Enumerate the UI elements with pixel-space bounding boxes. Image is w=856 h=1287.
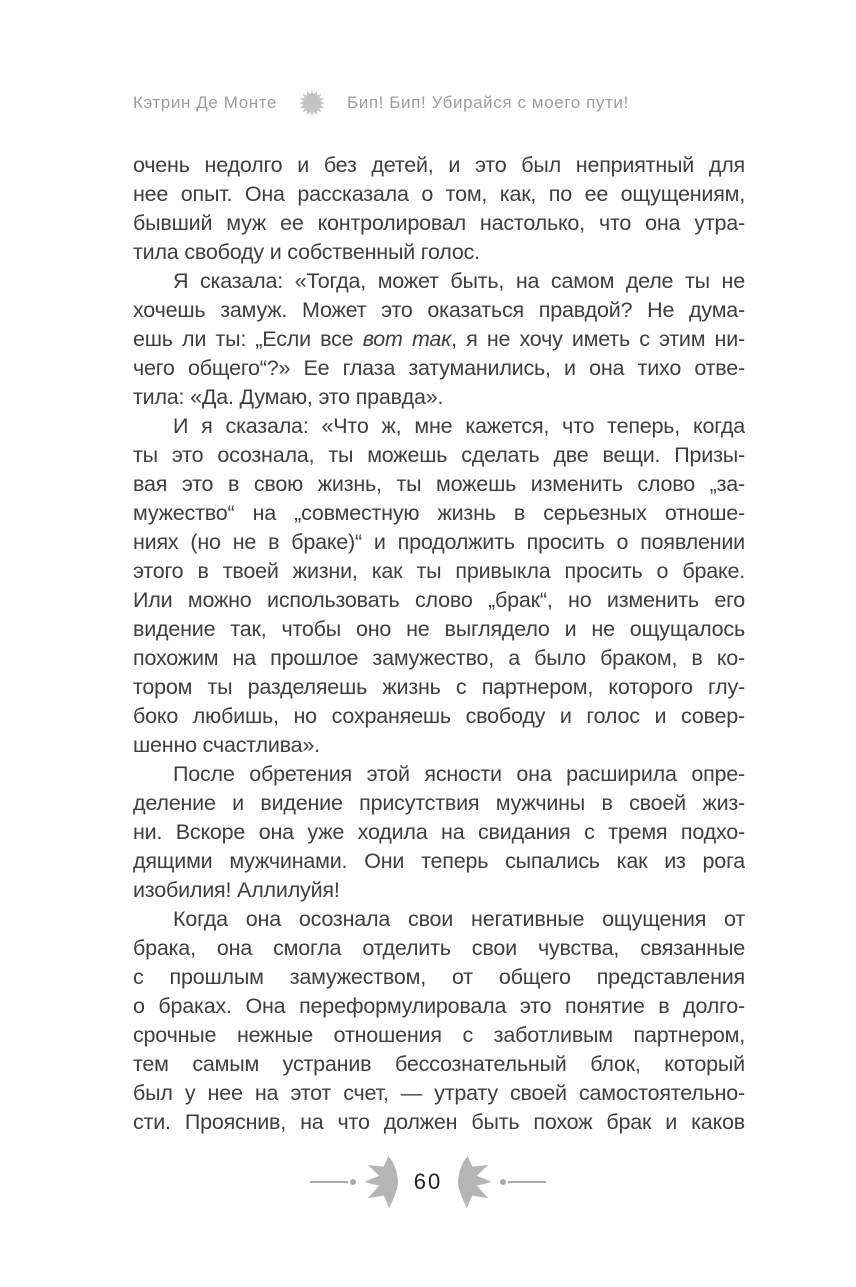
text-line [133, 818, 745, 847]
text-segment: ты это осознала, ты можешь сделать две вещи. Призы- [133, 443, 745, 467]
text-segment: о браках. Она переформулировала это понятие в долго- [133, 994, 745, 1018]
text-line [133, 325, 745, 354]
text-segment: бывший муж ее контролировал настолько, что она утра- [133, 211, 745, 235]
page-footer [0, 1152, 856, 1212]
text-line [133, 1108, 745, 1137]
text-line [133, 731, 745, 760]
rule-line [310, 1181, 348, 1183]
text-segment: чего общего“?» Ее глаза затуманились, и она тихо отве- [133, 356, 745, 380]
footer-rule-left [310, 1179, 358, 1185]
text-line [133, 441, 745, 470]
text-line [133, 238, 745, 267]
text-line [133, 354, 745, 383]
text-line [133, 615, 745, 644]
text-line [133, 296, 745, 325]
text-segment: нее опыт. Она рассказала о том, как, по ее ощущениям, [133, 182, 745, 206]
header-book-title: Бип! Бип! Убирайся с моего пути! [347, 93, 629, 112]
text-line [133, 847, 745, 876]
rule-dot [500, 1179, 506, 1185]
text-segment: Или можно использовать слово „брак“, но изменить его [133, 588, 745, 612]
starburst-right-icon [456, 1155, 492, 1209]
text-segment: , я не хочу иметь с этим ни- [451, 327, 745, 351]
text-segment: деление и видение присутствия мужчины в своей жиз- [133, 791, 745, 815]
text-line [133, 1050, 745, 1079]
text-line [133, 673, 745, 702]
text-line [133, 557, 745, 586]
text-line [133, 963, 745, 992]
text-line [133, 1079, 745, 1108]
rule-dot [350, 1179, 356, 1185]
text-segment: срочные нежные отношения с заботливым партнером, [133, 1023, 745, 1047]
text-segment: этого в твоей жизни, как ты привыкла просить о браке. [133, 559, 745, 583]
text-segment: Я сказала: «Тогда, может быть, на самом деле ты не [173, 269, 745, 293]
text-segment: был у нее на этот счет, — утрату своей самостоятельно- [133, 1081, 745, 1105]
text-segment: изобилия! Аллилуйя! [133, 878, 340, 902]
text-segment: видение так, чтобы оно не выглядело и не ощущалось [133, 617, 745, 641]
text-segment: дящими мужчинами. Они теперь сыпались как из рога [133, 849, 745, 873]
page-number: 60 [413, 1169, 443, 1194]
text-segment: Когда она осознала свои негативные ощущения от [173, 907, 745, 931]
text-segment: шенно счастлива». [133, 733, 320, 757]
text-line [133, 934, 745, 963]
running-header [133, 90, 746, 116]
text-line [133, 760, 745, 789]
text-line [133, 528, 745, 557]
text-segment: После обретения этой ясности она расширила опре- [173, 762, 745, 786]
header-author: Кэтрин Де Монте [133, 93, 277, 112]
text-line [133, 644, 745, 673]
text-line [133, 412, 745, 441]
text-line [133, 586, 745, 615]
text-segment: тила свободу и собственный голос. [133, 240, 480, 264]
text-segment: очень недолго и без детей, и это был неприятный для [133, 153, 745, 177]
italic-text: вот так [362, 327, 452, 351]
text-line [133, 905, 745, 934]
text-line [133, 180, 745, 209]
text-segment: брака, она смогла отделить свои чувства, связанные [133, 936, 745, 960]
text-segment: тила: «Да. Думаю, это правда». [133, 385, 444, 409]
text-segment: боко любишь, но сохраняешь свободу и голос и совер- [133, 704, 745, 728]
rule-line [508, 1181, 546, 1183]
text-segment: тором ты разделяешь жизнь с партнером, которого глу- [133, 675, 745, 699]
text-line [133, 209, 745, 238]
text-segment: хочешь замуж. Может это оказаться правдой? Не дума- [133, 298, 745, 322]
text-segment: сти. Прояснив, на что должен быть похож брак и каков [133, 1110, 745, 1134]
text-segment: с прошлым замужеством, от общего представления [133, 965, 745, 989]
text-line [133, 992, 745, 1021]
footer-rule-right [498, 1179, 546, 1185]
text-segment: ниях (но не в браке)“ и продолжить просить о появлении [133, 530, 745, 554]
text-segment: вая это в свою жизнь, ты можешь изменить слово „за- [133, 472, 745, 496]
text-line [133, 151, 745, 180]
text-line [133, 876, 745, 905]
text-line [133, 702, 745, 731]
starburst-left-icon [364, 1155, 400, 1209]
text-segment: тем самым устранив бессознательный блок, который [133, 1052, 745, 1076]
text-segment: И я сказала: «Что ж, мне кажется, что теперь, когда [173, 414, 745, 438]
text-line [133, 267, 745, 296]
text-line [133, 789, 745, 818]
text-segment: мужество“ на „совместную жизнь в серьезных отноше- [133, 501, 745, 525]
text-line [133, 1021, 745, 1050]
page-body [133, 151, 745, 1137]
text-segment: ни. Вскоре она уже ходила на свидания с тремя подхо- [133, 820, 745, 844]
text-segment: ешь ли ты: „Если все [133, 327, 363, 351]
text-line [133, 499, 745, 528]
sunburst-icon [299, 90, 325, 116]
text-segment: похожим на прошлое замужество, а было браком, в ко- [133, 646, 745, 670]
text-line [133, 470, 745, 499]
text-line [133, 383, 745, 412]
